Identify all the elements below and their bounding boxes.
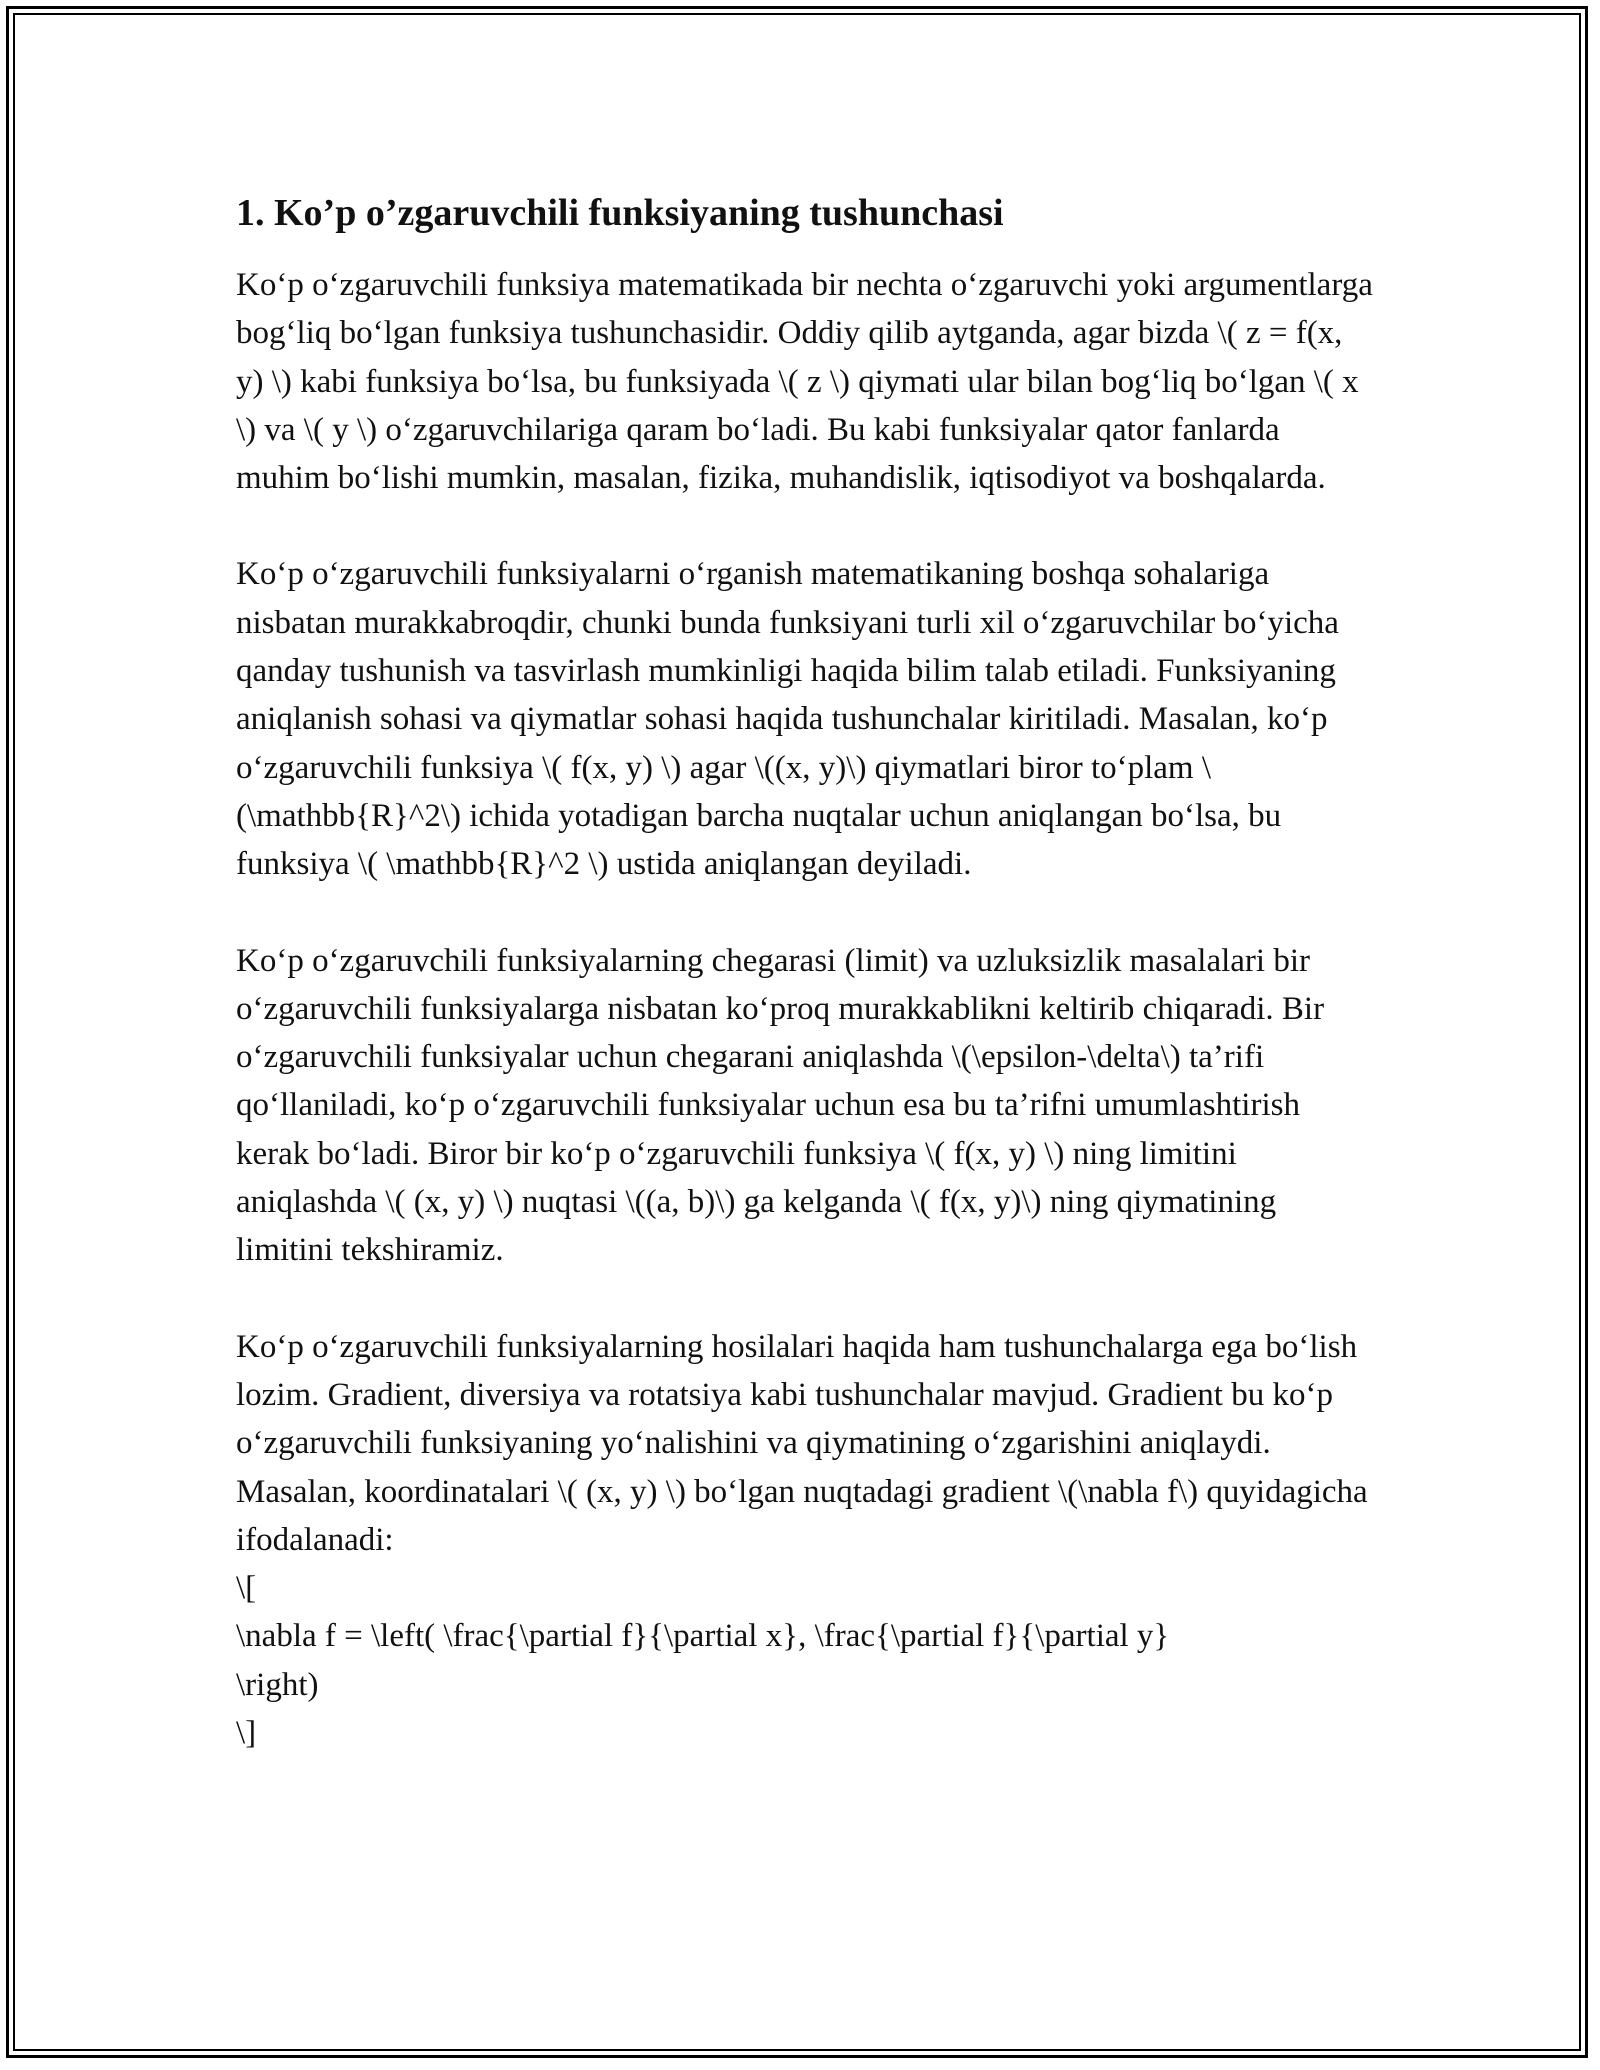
formula-line-open: \[ [236,1570,257,1607]
formula-line-close: \] [236,1715,257,1752]
paragraph-domain: Ko‘p o‘zgaruvchili funksiyalarni o‘rganish matematikaning boshqa sohalariga nisbatan murakkabroqdir, chunki bunda funksiyani turli xil o‘zgaruvchilar bo‘yicha qanday tushunish va tasvirlash mumkinligi haqida bilim talab etiladi. Funksiyaning aniqlanish sohasi va qiymatlar sohasi haqida tushunchalar kiritiladi. Masalan, ko‘p o‘zgaruvchili funksiya \( f(x, y) \) agar \((x, y)\) qiymatlari biror to‘plam \(\mathbb{R}^2\) ichida yotadigan barcha nuqtalar uchun aniqlangan bo‘lsa, bu funksiya \( \mathbb{R}^2 \) ustida aniqlangan deyiladi. [236,556,1339,883]
paragraph-definition: Ko‘p o‘zgaruvchili funksiya matematikada bir nechta o‘zgaruvchi yoki argumentlarga bog‘liq bo‘lgan funksiya tushunchasidir. Oddiy qilib aytganda, agar bizda \( z = f(x, y) \) kabi funksiya bo‘lsa, bu funksiyada \( z \) qiymati ular bilan bog‘liq bo‘lgan \( x \) va \( y \) o‘zgaruvchilariga qaram bo‘ladi. Bu kabi funksiyalar qator fanlarda muhim bo‘lishi mumkin, masalan, fizika, muhandislik, iqtisodiyot va boshqalarda. [236,267,1373,497]
document-body [236,187,1376,1757]
paragraph-gradient: Ko‘p o‘zgaruvchili funksiyalarning hosilalari haqida ham tushunchalarga ega bo‘lish lozim. Gradient, diversiya va rotatsiya kabi tushunchalar mavjud. Gradient bu ko‘p o‘zgaruvchili funksiyaning yo‘nalishini va qiymatining o‘zgarishini aniqlaydi. Masalan, koordinatalari \( (x, y) \) bo‘lgan nuqtadagi gradient \(\nabla f\) quyidagicha ifodalanadi: [236,1328,1368,1558]
paragraph-limit: Ko‘p o‘zgaruvchili funksiyalarning chegarasi (limit) va uzluksizlik masalalari bir o‘zgaruvchili funksiyalarga nisbatan ko‘proq murakkablikni keltirib chiqaradi. Bir o‘zgaruvchili funksiyalar uchun chegarani aniqlashda \(\epsilon-\delta\) ta’rifi qo‘llaniladi, ko‘p o‘zgaruvchili funksiyalar uchun esa bu ta’rifni umumlashtirish kerak bo‘ladi. Biror bir ko‘p o‘zgaruvchili funksiya \( f(x, y) \) ning limitini aniqlashda \( (x, y) \) nuqtasi \((a, b)\) ga kelganda \( f(x, y)\) ning qiymatining limitini tekshiramiz. [236,942,1325,1269]
gradient-formula [236,1564,1376,1757]
formula-line-right: \right) [236,1666,319,1703]
formula-line-body: \nabla f = \left( \frac{\partial f}{\partial x}, \frac{\partial f}{\partial y} [236,1618,1170,1655]
section-title: 1. Ko’p o’zgaruvchili funksiyaning tushunchasi [236,192,1004,234]
